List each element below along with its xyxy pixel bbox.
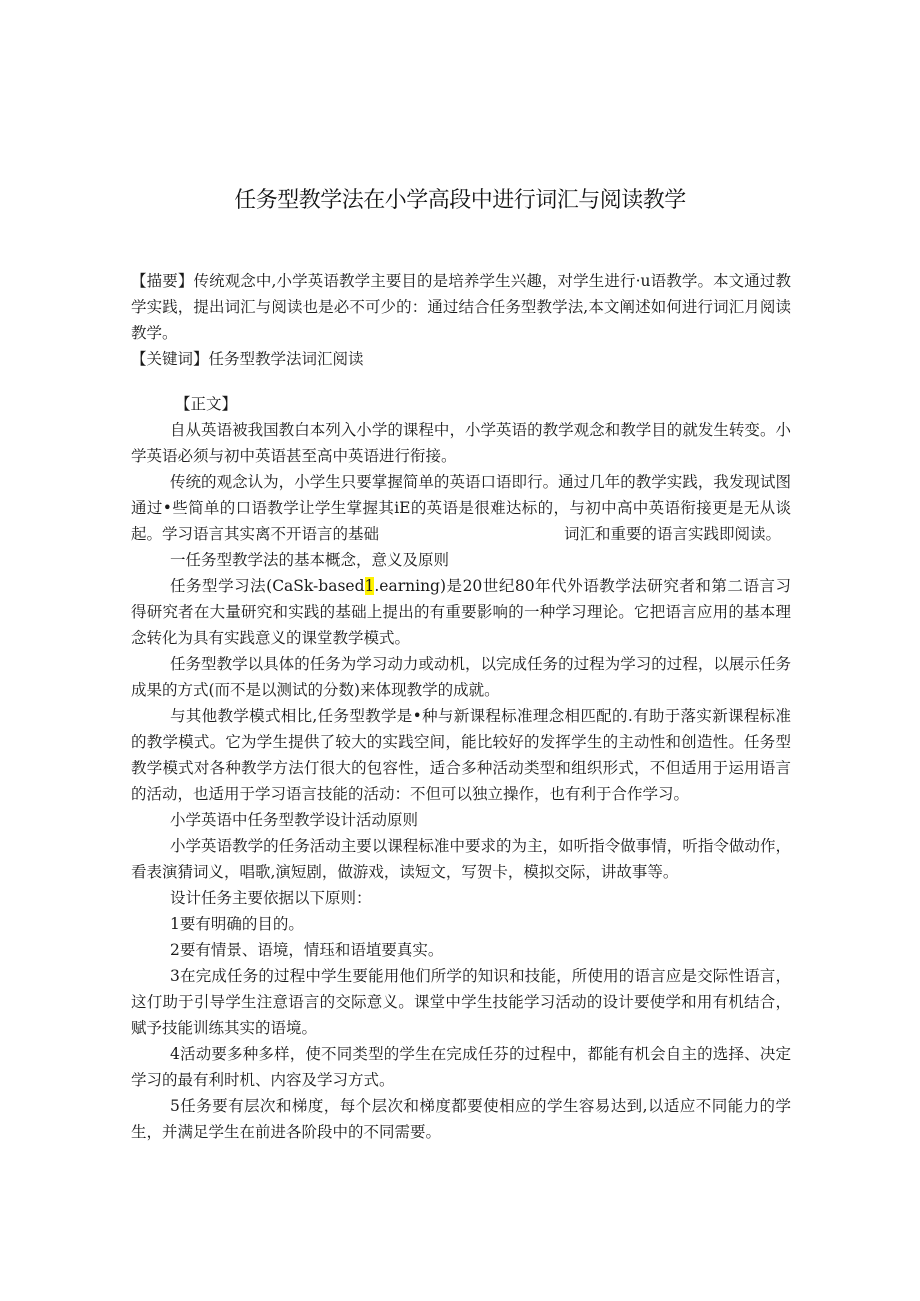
abstract-section (131, 268, 791, 372)
paragraph-5: 与其他教学模式相比,任务型教学是•种与新课程标准理念相匹配的.有助于落实新课程标准的教学模式。它为学生提供了较大的实践空间，能比较好的发挥学生的主动性和创造性。任务型教学模式对各种教学方法仃很大的包容性，适合多种活动类型和组织形式，不但适用于运用语言的活动，也适用于学习语言技能的活动：不但可以独立操作，也有利于合作学习。 (131, 707, 791, 803)
rule-4: 4活动要多种多样，使不同类型的学生在完成任芬的过程中，都能有机会自主的选择、决定学习的最有利时机、内容及学习方式。 (131, 1045, 791, 1089)
abstract-paragraph (131, 268, 791, 346)
paragraph-3 (131, 573, 791, 651)
paragraph-4: 任务型教学以具体的任务为学习动力或动机，以完成任务的过程为学习的过程，以展示任务成果的方式(而不是以测试的分数)来体现教学的成就。 (131, 655, 791, 699)
heading-design-principles: 小学英语中任务型教学设计活动原则 (170, 811, 419, 829)
body-section (131, 391, 791, 1145)
paragraph-2-part-a: 传统的观念认为，小学生只要掌握简单的英语口语即行。通过几年的教学实践，我发现试图通过•些简单的口语教学让学生掌握其iE的英语是很难达标的，与初中高中英语衔接更是无从谈起。学习语言其实离不开语言的基础 (131, 473, 791, 543)
rule-3: 3在完成任务的过程中学生要能用他们所学的知识和技能，所使用的语言应是交际性语言，这仃助于引导学生注意语言的交际意义。课堂中学生技能学习活动的设计要使学和用有机结合，赋予技能训练其实的语境。 (131, 967, 791, 1037)
paragraph-7: 设计任务主要依据以下原则： (170, 889, 372, 907)
paragraph-3-part-a: 任务型学习法(CaSk-based (170, 577, 365, 595)
paragraph-3-part-b: .earning)是20世纪80年代外语教学法研究者和第二语言习得研究者在大量研究和实践的基础上提出的有重要影响的一种学习理论。它把语言应用的基本理念转化为具有实践意义的课堂教学模式。 (131, 577, 791, 647)
keywords-label: 【关键词】 (131, 350, 209, 368)
heading-task-concepts: 一任务型教学法的基本概念，意义及原则 (170, 551, 450, 569)
body-label: 【正文】 (175, 395, 238, 413)
keywords-text: 任务型教学法词汇阅读 (208, 350, 364, 368)
paragraph-6: 小学英语教学的任务活动主要以课程标准中要求的为主，如听指令做事情，听指令做动作，看表演猜词义，唱歌,演短剧，做游戏，读短文，写贺卡，模拟交际，讲故事等。 (131, 837, 791, 881)
abstract-text: 传统观念中,小学英语教学主要目的是培养学生兴趣，对学生进行·u语教学。本文通过教学实践，提出词汇与阅读也是必不可少的：通过结合任务型教学法,本文阐述如何进行词汇月阅读教学。 (131, 272, 791, 342)
keywords-paragraph (131, 346, 791, 372)
highlighted-text: 1 (364, 577, 375, 595)
paragraph-2-part-b: 词汇和重要的语言实践即阅读。 (564, 525, 782, 543)
paragraph-1: 自从英语被我国教白本列入小学的课程中，小学英语的教学观念和教学目的就发生转变。小学英语必须与初中英语甚至高中英语进行衔接。 (131, 421, 791, 465)
abstract-label: 【描要】 (131, 272, 194, 290)
paragraph-2 (131, 469, 791, 547)
document-title: 任务型教学法在小学高段中进行词汇与阅读教学 (234, 188, 686, 213)
rule-5: 5任务要有层次和梯度，每个层次和梯度都要使相应的学生容易达到,以适应不同能力的学生，并满足学生在前进各阶段中的不同需要。 (131, 1097, 791, 1141)
rule-2: 2要有情景、语境，情珏和语埴要真实。 (170, 941, 444, 959)
rule-1: 1要有明确的目的。 (170, 915, 304, 933)
